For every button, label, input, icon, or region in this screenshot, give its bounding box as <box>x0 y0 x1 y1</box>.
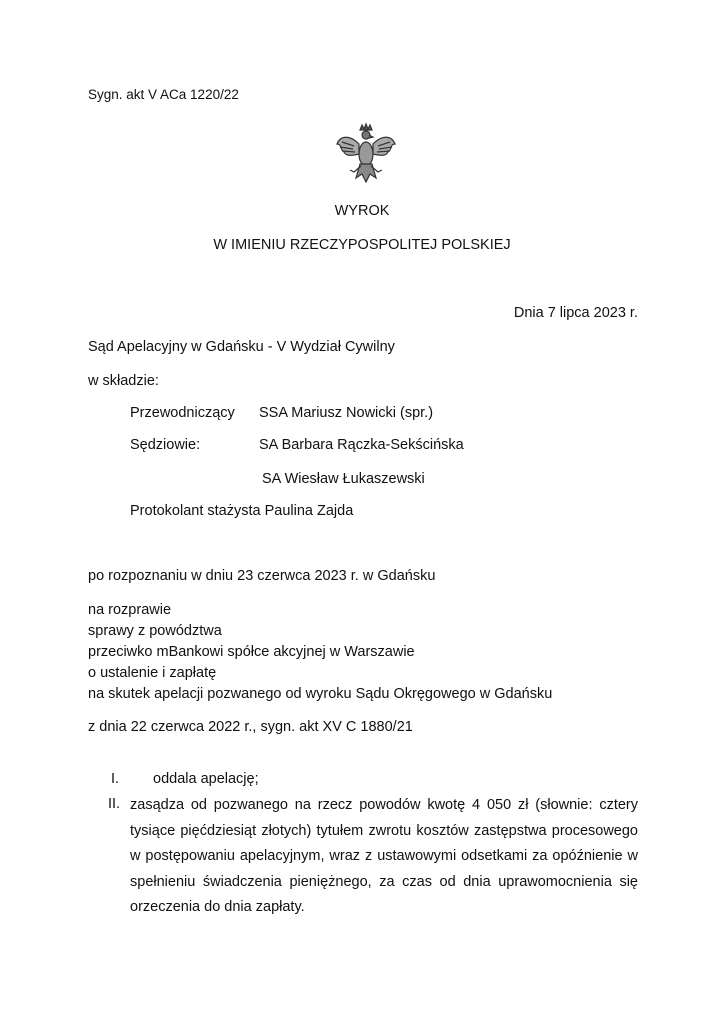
court-clerk: Protokolant stażysta Paulina Zajda <box>130 503 354 519</box>
chair-name: SSA Mariusz Nowicki (spr.) <box>259 405 434 421</box>
judgment-title: WYROK <box>334 203 390 219</box>
proceedings-line: po rozpoznaniu w dniu 23 czerwca 2023 r. w Gdańsku <box>88 568 436 584</box>
ruling-text: oddala apelację; <box>153 771 259 787</box>
proceedings-line: na rozprawie <box>88 602 172 618</box>
judge-name: SA Barbara Rączka-Sekścińska <box>259 437 464 453</box>
judge-name: SA Wiesław Łukaszewski <box>262 471 425 487</box>
judgment-date: Dnia 7 lipca 2023 r. <box>513 305 638 321</box>
case-signature: Sygn. akt V ACa 1220/22 <box>88 87 239 102</box>
proceedings-line: na skutek apelacji pozwanego od wyroku Sądu Okręgowego w Gdańsku <box>88 686 553 702</box>
polish-eagle-emblem <box>334 122 398 192</box>
proceedings-line: sprawy z powództwa <box>88 623 222 639</box>
proceedings-line: o ustalenie i zapłatę <box>88 665 217 681</box>
composition-label: w składzie: <box>88 373 159 389</box>
court-name: Sąd Apelacyjny w Gdańsku - V Wydział Cywilny <box>88 339 395 355</box>
proceedings-line: z dnia 22 czerwca 2022 r., sygn. akt XV C 1880/21 <box>88 719 413 735</box>
ruling-number: II. <box>108 796 121 812</box>
proceedings-line: przeciwko mBankowi spółce akcyjnej w Warszawie <box>88 644 415 660</box>
ruling-text: zasądza od pozwanego na rzecz powodów kwotę 4 050 zł (słownie: cztery tysiące pięćdziesiąt złotych) tytułem zwrotu kosztów zastępstwa procesowego w postępowaniu apelacyjnym, wraz z ustawowymi odsetkami za opóźnienie w spełnieniu świadczenia pieniężnego, za czas od dnia uprawomocnienia się orzeczenia do dnia zapłaty. <box>130 797 638 915</box>
ruling-number: I. <box>111 771 120 787</box>
judgment-subtitle: W IMIENIU RZECZYPOSPOLITEJ POLSKIEJ <box>213 237 511 253</box>
chair-label: Przewodniczący <box>130 405 235 421</box>
judges-label: Sędziowie: <box>130 437 201 453</box>
